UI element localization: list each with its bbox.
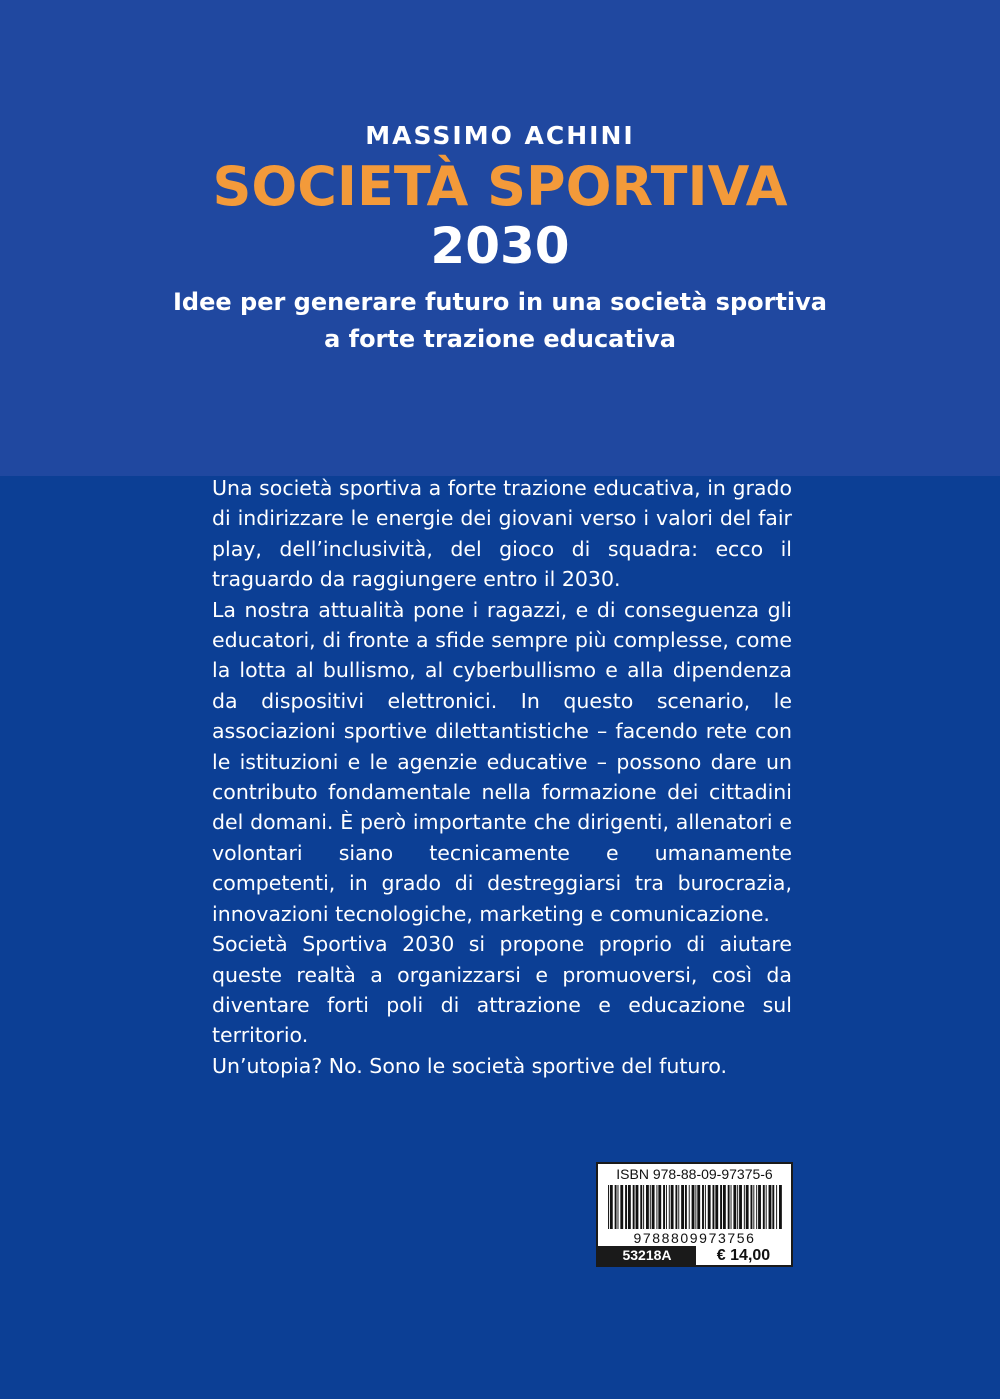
barcode-bar	[758, 1185, 761, 1229]
barcode-bar	[769, 1185, 772, 1229]
barcode-bar	[772, 1185, 774, 1229]
barcode-bar	[689, 1185, 690, 1229]
barcode-bar	[715, 1185, 718, 1229]
book-title: SOCIETÀ SPORTIVA	[212, 155, 788, 218]
barcode-bar	[656, 1185, 657, 1229]
blurb	[212, 473, 792, 1081]
barcode-bar	[746, 1185, 749, 1229]
barcode-bar	[737, 1185, 738, 1229]
barcode-bar	[671, 1185, 674, 1229]
barcode-bar	[695, 1185, 696, 1229]
barcode-bar	[697, 1185, 700, 1229]
barcode-bar	[666, 1185, 667, 1229]
barcode-bar	[620, 1185, 623, 1229]
barcode-bar	[739, 1185, 742, 1229]
barcode-bar	[692, 1185, 695, 1229]
barcode-bar	[720, 1185, 722, 1229]
price: € 14,00	[696, 1246, 791, 1265]
barcode-bar	[744, 1185, 745, 1229]
barcode-bar	[669, 1185, 670, 1229]
blurb-paragraph-1: Una società sportiva a forte trazione educativa, in grado di indirizzare le energie dei giovani verso i valori del fair play, dell’inclusività, del gioco di squadra: ecco il traguardo da raggiungere entro il 2030.	[212, 476, 792, 592]
barcode-bar	[766, 1185, 767, 1229]
barcode-bar	[779, 1185, 782, 1229]
book-subtitle	[150, 284, 850, 358]
isbn-text: ISBN 978-88-09-97375-6	[616, 1166, 773, 1182]
barcode-bar	[708, 1185, 711, 1229]
author-name: MASSIMO ACHINI	[365, 121, 635, 150]
barcode-bar	[675, 1185, 677, 1229]
barcode-bar	[723, 1185, 726, 1229]
barcode-bar	[702, 1185, 704, 1229]
barcode-bar	[608, 1185, 609, 1229]
blurb-paragraph-4: Un’utopia? No. Sono le società sportive del futuro.	[212, 1053, 728, 1078]
book-title-year: 2030	[430, 217, 570, 275]
barcode-label	[596, 1162, 793, 1267]
barcode-bar	[678, 1185, 679, 1229]
barcode-bar	[728, 1185, 730, 1229]
barcode-bar	[618, 1185, 619, 1229]
barcode-bar	[633, 1185, 635, 1229]
barcode-bar	[640, 1185, 642, 1229]
barcode-bar	[663, 1185, 665, 1229]
barcode-bar	[636, 1185, 639, 1229]
product-code: 53218A	[598, 1246, 696, 1265]
barcode-bar	[751, 1185, 753, 1229]
barcode-bars	[606, 1185, 783, 1229]
barcode-bar	[646, 1185, 649, 1229]
code-price-row	[598, 1246, 791, 1265]
blurb-paragraph-3: Società Sportiva 2030 si propone proprio di aiutare queste realtà a organizzarsi e promuoversi, così da diventare forti poli di attrazione e educazione sul territorio.	[212, 932, 792, 1048]
barcode-digits: 9788809973756	[633, 1230, 756, 1246]
blurb-paragraph-2: La nostra attualità pone i ragazzi, e di conseguenza gli educatori, di fronte a sfide sempre più complesse, come la lotta al bullismo, al cyberbullismo e alla dipendenza da dispositivi elettronici. In questo scenario, le associazioni sportive dilettantistiche – facendo rete con le istituzioni e le agenzie educative – possono dare un contributo fondamentale nella formazione dei cittadini del domani. È però importante che dirigenti, allenatori e volontari siano tecnicamente e umanamente competenti, in grado di destreggiarsi tra burocrazia, innovazioni tecnologiche, marketing e comunicazione.	[212, 597, 792, 926]
barcode-bar	[625, 1185, 627, 1229]
barcode-bar	[685, 1185, 687, 1229]
barcode-bar	[628, 1185, 631, 1229]
barcode-bar	[652, 1185, 655, 1229]
barcode-bar	[650, 1185, 651, 1229]
barcode-bar	[610, 1185, 613, 1229]
barcode-bar	[713, 1185, 715, 1229]
barcode-bar	[681, 1185, 684, 1229]
subtitle-line-2: a forte trazione educativa	[324, 325, 676, 353]
subtitle-line-1: Idee per generare futuro in una società sportiva	[173, 288, 827, 316]
barcode-bar	[756, 1185, 757, 1229]
barcode-bar	[731, 1185, 732, 1229]
barcode-bar	[615, 1185, 617, 1229]
barcode-bar	[658, 1185, 661, 1229]
barcode-bar	[733, 1185, 736, 1229]
barcode-bar	[763, 1185, 765, 1229]
barcode-bar	[643, 1185, 644, 1229]
barcode-bar	[776, 1185, 777, 1229]
barcode-bar	[705, 1185, 706, 1229]
barcode-bar	[753, 1185, 754, 1229]
